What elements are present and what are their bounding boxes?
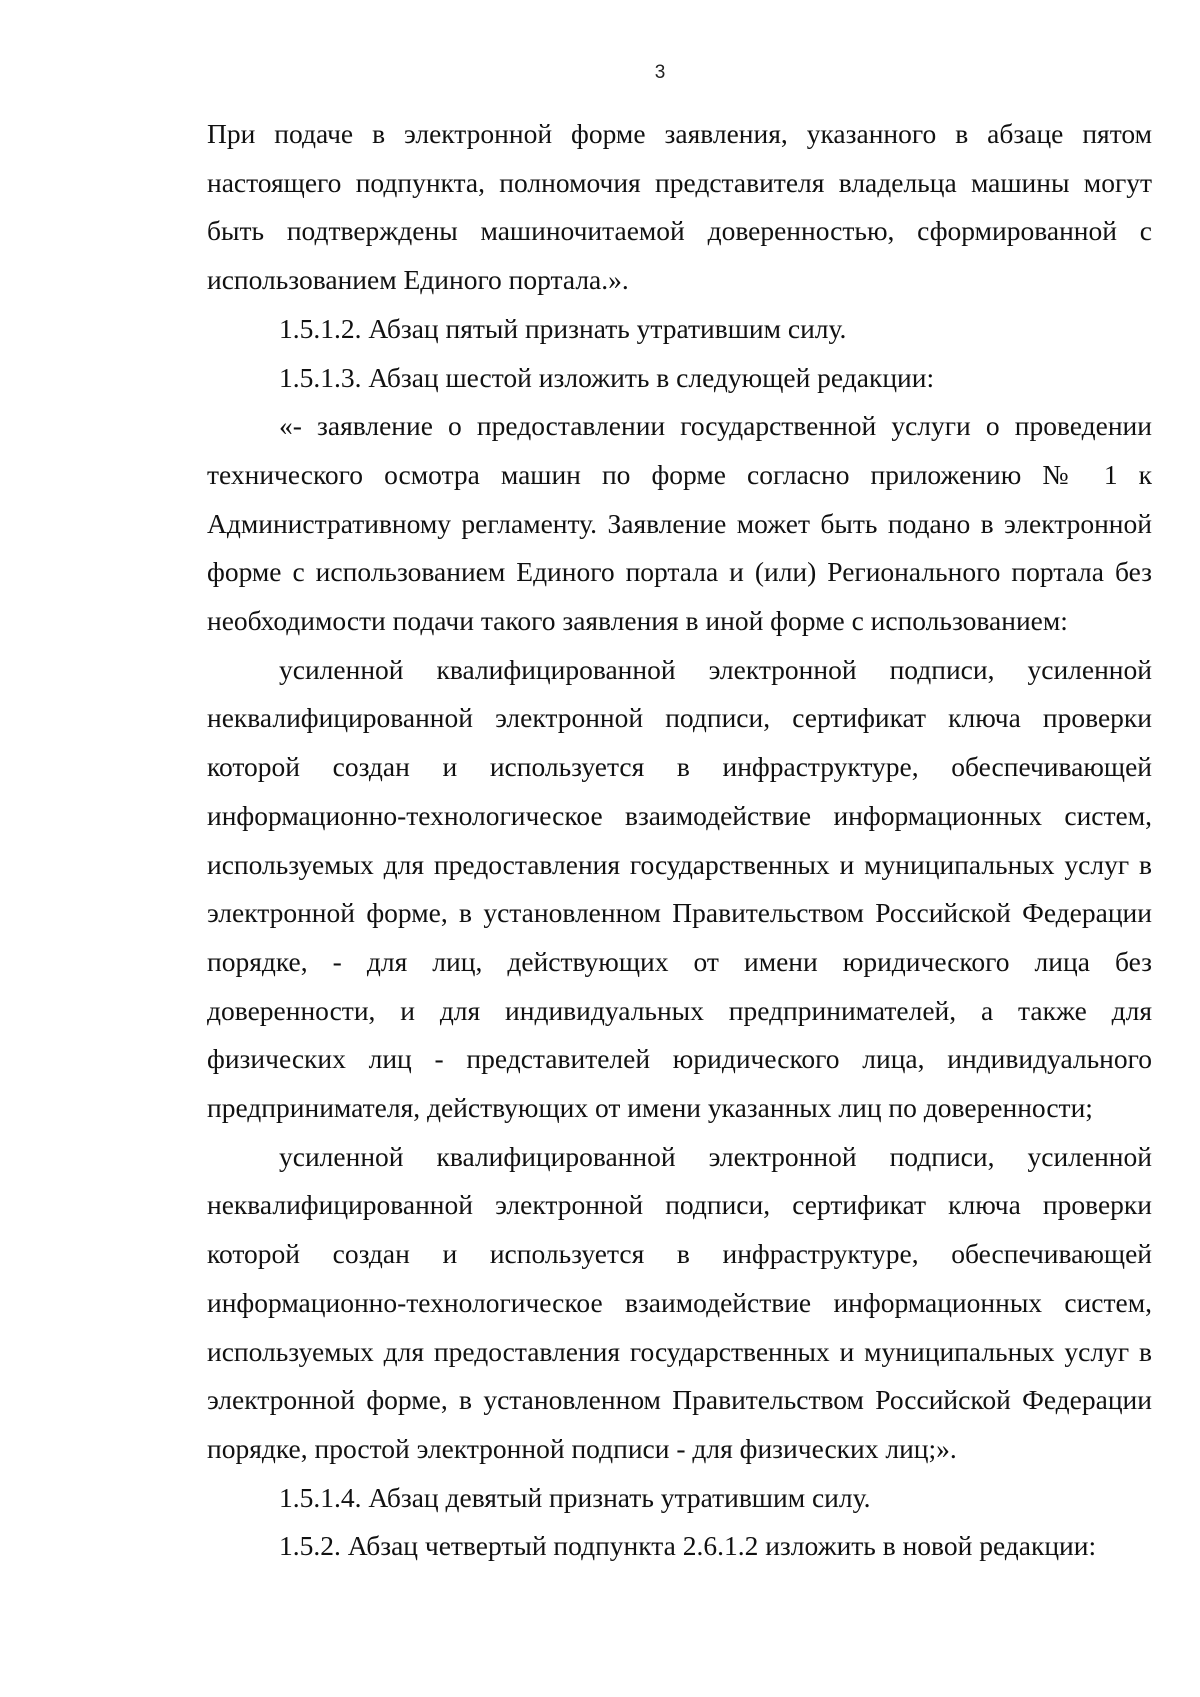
page-number: 3 xyxy=(654,62,666,83)
paragraph-1-5-1-4: 1.5.1.4. Абзац девятый признать утратившим силу. xyxy=(279,1481,871,1513)
paragraph-signature-legal-entities: усиленной квалифицированной электронной подписи, усиленной неквалифицированной электронной подписи, сертификат ключа проверки которой создан и используется в инфраструктуре, обеспечивающей информационно-технологическое взаимодействие информационных систем, используемых для предоставления государственных и муниципальных услуг в электронной форме, в установленном Правительством Российской Федерации порядке, - для лиц, действующих от имени юридического лица без доверенности, и для индивидуальных предпринимателей, а также для физических лиц - представителей юридического лица, индивидуального предпринимателя, действующих от имени указанных лиц по доверенности; xyxy=(207,653,1152,1124)
paragraph-1-5-1-2: 1.5.1.2. Абзац пятый признать утратившим силу. xyxy=(279,312,847,344)
paragraph-1-5-1-3: 1.5.1.3. Абзац шестой изложить в следующей редакции: xyxy=(279,361,935,393)
paragraph-signature-individuals: усиленной квалифицированной электронной подписи, усиленной неквалифицированной электронной подписи, сертификат ключа проверки которой создан и используется в инфраструктуре, обеспечивающей информационно-технологическое взаимодействие информационных систем, используемых для предоставления государственных и муниципальных услуг в электронной форме, в установленном Правительством Российской Федерации порядке, простой электронной подписи - для физических лиц;». xyxy=(207,1140,1152,1464)
document-body xyxy=(207,110,1152,1571)
paragraph-1-5-2: 1.5.2. Абзац четвертый подпункта 2.6.1.2 изложить в новой редакции: xyxy=(279,1530,1097,1562)
paragraph-continuation: При подаче в электронной форме заявления, указанного в абзаце пятом настоящего подпункта, полномочия представителя владельца машины могут быть подтверждены машиночитаемой доверенностью, сформированной с использованием Единого портала.». xyxy=(207,118,1152,296)
paragraph-application-clause: «- заявление о предоставлении государственной услуги о проведении технического осмотра машин по форме согласно приложению № 1 к Административному регламенту. Заявление может быть подано в электронной форме с использованием Единого портала и (или) Регионального портала без необходимости подачи такого заявления в иной форме с использованием: xyxy=(207,410,1152,637)
